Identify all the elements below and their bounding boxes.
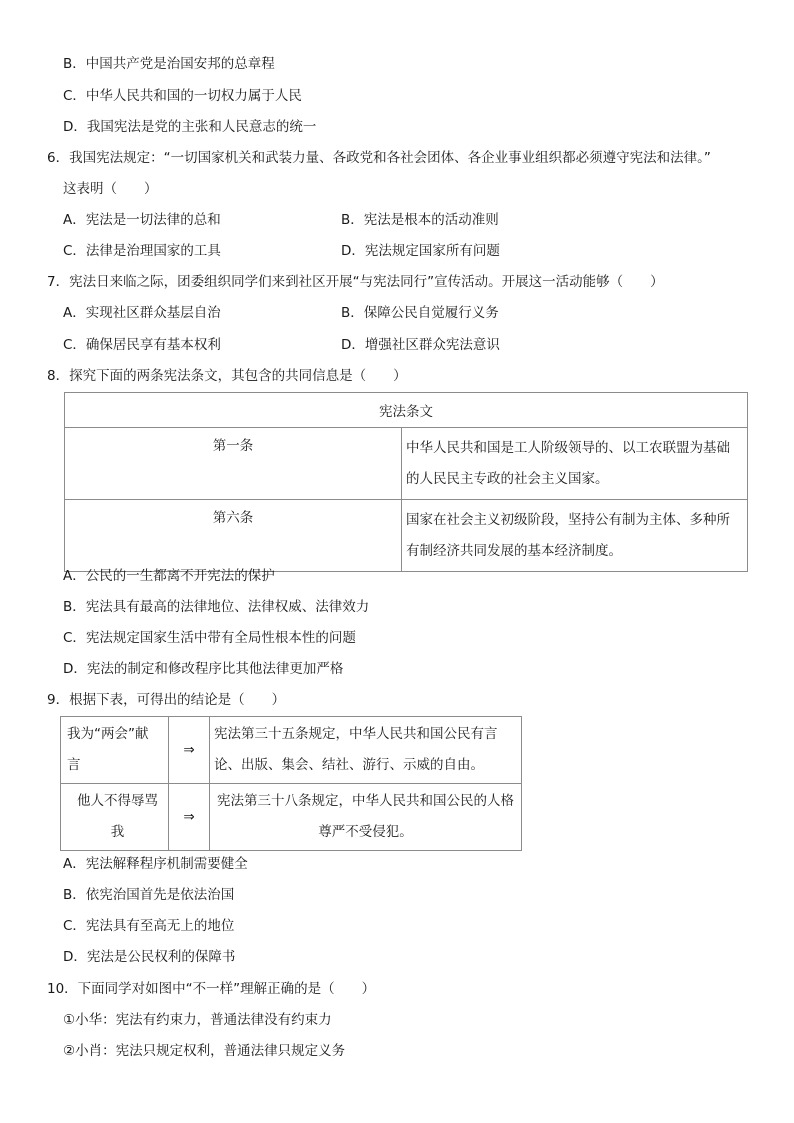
q9-example-line: 言 xyxy=(67,757,81,773)
q9-article-cell xyxy=(210,717,522,784)
q9-rights-table xyxy=(60,716,522,851)
q8-option-c: C．宪法规定国家生活中带有全局性根本性的问题 xyxy=(63,630,356,646)
q5-option-c: C．中华人民共和国的一切权力属于人民 xyxy=(63,88,302,104)
q9-example-cell xyxy=(61,784,169,851)
q6-option-d: D．宪法规定国家所有问题 xyxy=(341,243,500,259)
q9-article-line: 宪法第三十五条规定，中华人民共和国公民有言 xyxy=(214,726,498,742)
q6-stem-continued: 这表明（ ） xyxy=(63,181,158,197)
q8-article-label: 第一条 xyxy=(65,428,402,500)
q9-option-a: A．宪法解释程序机制需要健全 xyxy=(63,856,248,872)
q7-option-b: B．保障公民自觉履行义务 xyxy=(341,305,499,321)
q8-constitution-table xyxy=(64,392,748,572)
table-row xyxy=(61,784,522,851)
q6-option-a: A．宪法是一切法律的总和 xyxy=(63,212,221,228)
implies-arrow-icon: ⇒ xyxy=(169,784,210,851)
q8-article-label: 第六条 xyxy=(65,500,402,572)
q8-article-text-line: 的人民民主专政的社会主义国家。 xyxy=(406,470,609,487)
q8-table-header: 宪法条文 xyxy=(65,393,748,428)
q6-option-c: C．法律是治理国家的工具 xyxy=(63,243,221,259)
q8-option-b: B．宪法具有最高的法律地位、法律权威、法律效力 xyxy=(63,599,370,615)
q8-article-text xyxy=(402,500,748,572)
q7-option-d: D．增强社区群众宪法意识 xyxy=(341,337,500,353)
table-row xyxy=(65,428,748,500)
q5-option-d: D．我国宪法是党的主张和人民意志的统一 xyxy=(63,119,317,135)
q6-stem: 6．我国宪法规定：“一切国家机关和武装力量、各政党和各社会团体、各企业事业组织都必须遵守宪法和法律。” xyxy=(47,150,711,166)
q9-option-d: D．宪法是公民权利的保障书 xyxy=(63,949,236,965)
q10-stem: 10．下面同学对如图中“不一样”理解正确的是（ ） xyxy=(47,981,376,997)
q9-example-line: 我 xyxy=(110,824,125,840)
q10-item-1: ①小华：宪法有约束力，普通法律没有约束力 xyxy=(63,1012,332,1028)
q9-article-line: 尊严不受侵犯。 xyxy=(318,824,413,840)
q9-article-line: 宪法第三十八条规定，中华人民共和国公民的人格 xyxy=(217,793,514,809)
q6-option-b: B．宪法是根本的活动准则 xyxy=(341,212,499,228)
q10-item-2: ②小肖：宪法只规定权利，普通法律只规定义务 xyxy=(63,1043,346,1059)
q8-article-text-line: 国家在社会主义初级阶段，坚持公有制为主体、多种所 xyxy=(406,511,730,528)
q9-article-cell xyxy=(210,784,522,851)
table-row xyxy=(65,500,748,572)
q5-option-b: B．中国共产党是治国安邦的总章程 xyxy=(63,56,275,72)
q9-article-line: 论、出版、集会、结社、游行、示威的自由。 xyxy=(214,757,484,773)
q9-stem: 9．根据下表，可得出的结论是（ ） xyxy=(47,692,286,708)
q9-example-cell xyxy=(61,717,169,784)
q8-option-d: D．宪法的制定和修改程序比其他法律更加严格 xyxy=(63,661,344,677)
q8-article-text-line: 有制经济共同发展的基本经济制度。 xyxy=(406,542,622,559)
q7-option-c: C．确保居民享有基本权利 xyxy=(63,337,221,353)
q9-option-b: B．依宪治国首先是依法治国 xyxy=(63,887,235,903)
q8-article-text xyxy=(402,428,748,500)
q7-stem: 7．宪法日来临之际，团委组织同学们来到社区开展“与宪法同行”宣传活动。开展这一活动能够（ ） xyxy=(47,274,664,290)
q8-stem: 8．探究下面的两条宪法条文，其包含的共同信息是（ ） xyxy=(47,368,407,384)
q9-option-c: C．宪法具有至高无上的地位 xyxy=(63,918,235,934)
q7-option-a: A．实现社区群众基层自治 xyxy=(63,305,221,321)
q8-option-a: A．公民的一生都离不开宪法的保护 xyxy=(63,568,275,584)
q9-example-line: 我为“两会”献 xyxy=(67,726,149,742)
table-row xyxy=(61,717,522,784)
q8-article-text-line: 中华人民共和国是工人阶级领导的、以工农联盟为基础 xyxy=(406,439,730,456)
implies-arrow-icon: ⇒ xyxy=(169,717,210,784)
q9-example-line: 他人不得辱骂 xyxy=(77,793,158,809)
